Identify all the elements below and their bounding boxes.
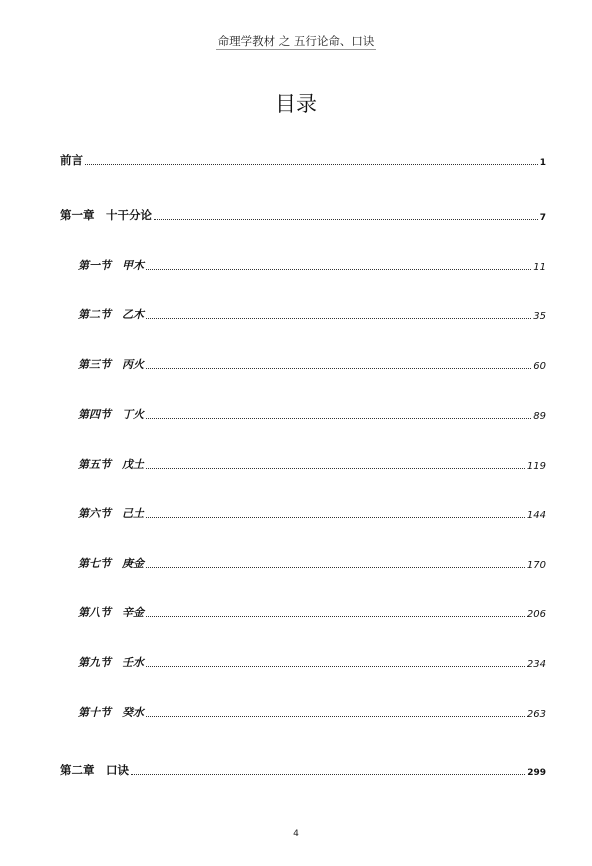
toc-page-number: 7 — [539, 213, 546, 223]
toc-entry-chapter-2[interactable] — [0, 762, 592, 778]
toc-label: 第十节 癸水 — [78, 706, 144, 719]
dot-leader — [146, 317, 531, 319]
toc-entry-section-3[interactable] — [0, 356, 592, 372]
toc-entry-section-1[interactable] — [0, 257, 592, 273]
toc-page-number: 89 — [533, 411, 546, 422]
toc-entry-section-7[interactable] — [0, 555, 592, 571]
toc-label: 前言 — [60, 153, 83, 167]
dot-leader — [85, 163, 538, 165]
running-header: 命理学教材 之 五行论命、口诀 — [217, 34, 375, 48]
toc-label: 第一章 十干分论 — [60, 208, 152, 222]
dot-leader — [131, 773, 525, 775]
dot-leader — [146, 417, 531, 419]
toc-page-number: 60 — [533, 361, 546, 372]
toc-label: 第二章 口诀 — [60, 763, 129, 777]
toc-page-number: 263 — [526, 709, 546, 720]
toc-label: 第三节 丙火 — [78, 358, 144, 371]
toc-entry-section-9[interactable] — [0, 654, 592, 670]
toc-page-number: 119 — [526, 461, 546, 472]
toc-label: 第二节 乙木 — [78, 308, 144, 321]
toc-entry-section-8[interactable] — [0, 604, 592, 620]
toc-entry-section-2[interactable] — [0, 306, 592, 322]
toc-page-number: 299 — [527, 768, 546, 778]
page-number: 4 — [293, 829, 299, 839]
toc-label: 第八节 辛金 — [78, 606, 144, 619]
dot-leader — [146, 367, 531, 369]
toc-label: 第七节 庚金 — [78, 557, 144, 570]
dot-leader — [154, 218, 538, 220]
toc-label: 第六节 己土 — [78, 507, 144, 520]
toc-label: 第一节 甲木 — [78, 259, 144, 272]
toc-page-number: 170 — [526, 560, 546, 571]
dot-leader — [146, 467, 525, 469]
toc-page-number: 1 — [539, 158, 546, 168]
dot-leader — [146, 715, 525, 717]
dot-leader — [146, 566, 525, 568]
toc-page-number: 35 — [533, 311, 546, 322]
toc-page-number: 206 — [526, 609, 546, 620]
page-title: 目录 — [275, 92, 317, 116]
toc-page-number: 11 — [533, 262, 546, 273]
toc-label: 第九节 壬水 — [78, 656, 144, 669]
toc-entry-section-10[interactable] — [0, 704, 592, 720]
toc-page-number: 234 — [526, 659, 546, 670]
toc-page-number: 144 — [526, 510, 546, 521]
dot-leader — [146, 268, 531, 270]
toc-label: 第五节 戊土 — [78, 458, 144, 471]
toc-entry-section-5[interactable] — [0, 456, 592, 472]
dot-leader — [146, 665, 525, 667]
toc-entry-chapter-1[interactable] — [0, 207, 592, 223]
toc-entry-section-4[interactable] — [0, 406, 592, 422]
toc-entry-preface[interactable] — [0, 152, 592, 168]
toc-entry-section-6[interactable] — [0, 505, 592, 521]
toc-label: 第四节 丁火 — [78, 408, 144, 421]
dot-leader — [146, 615, 525, 617]
dot-leader — [146, 516, 525, 518]
